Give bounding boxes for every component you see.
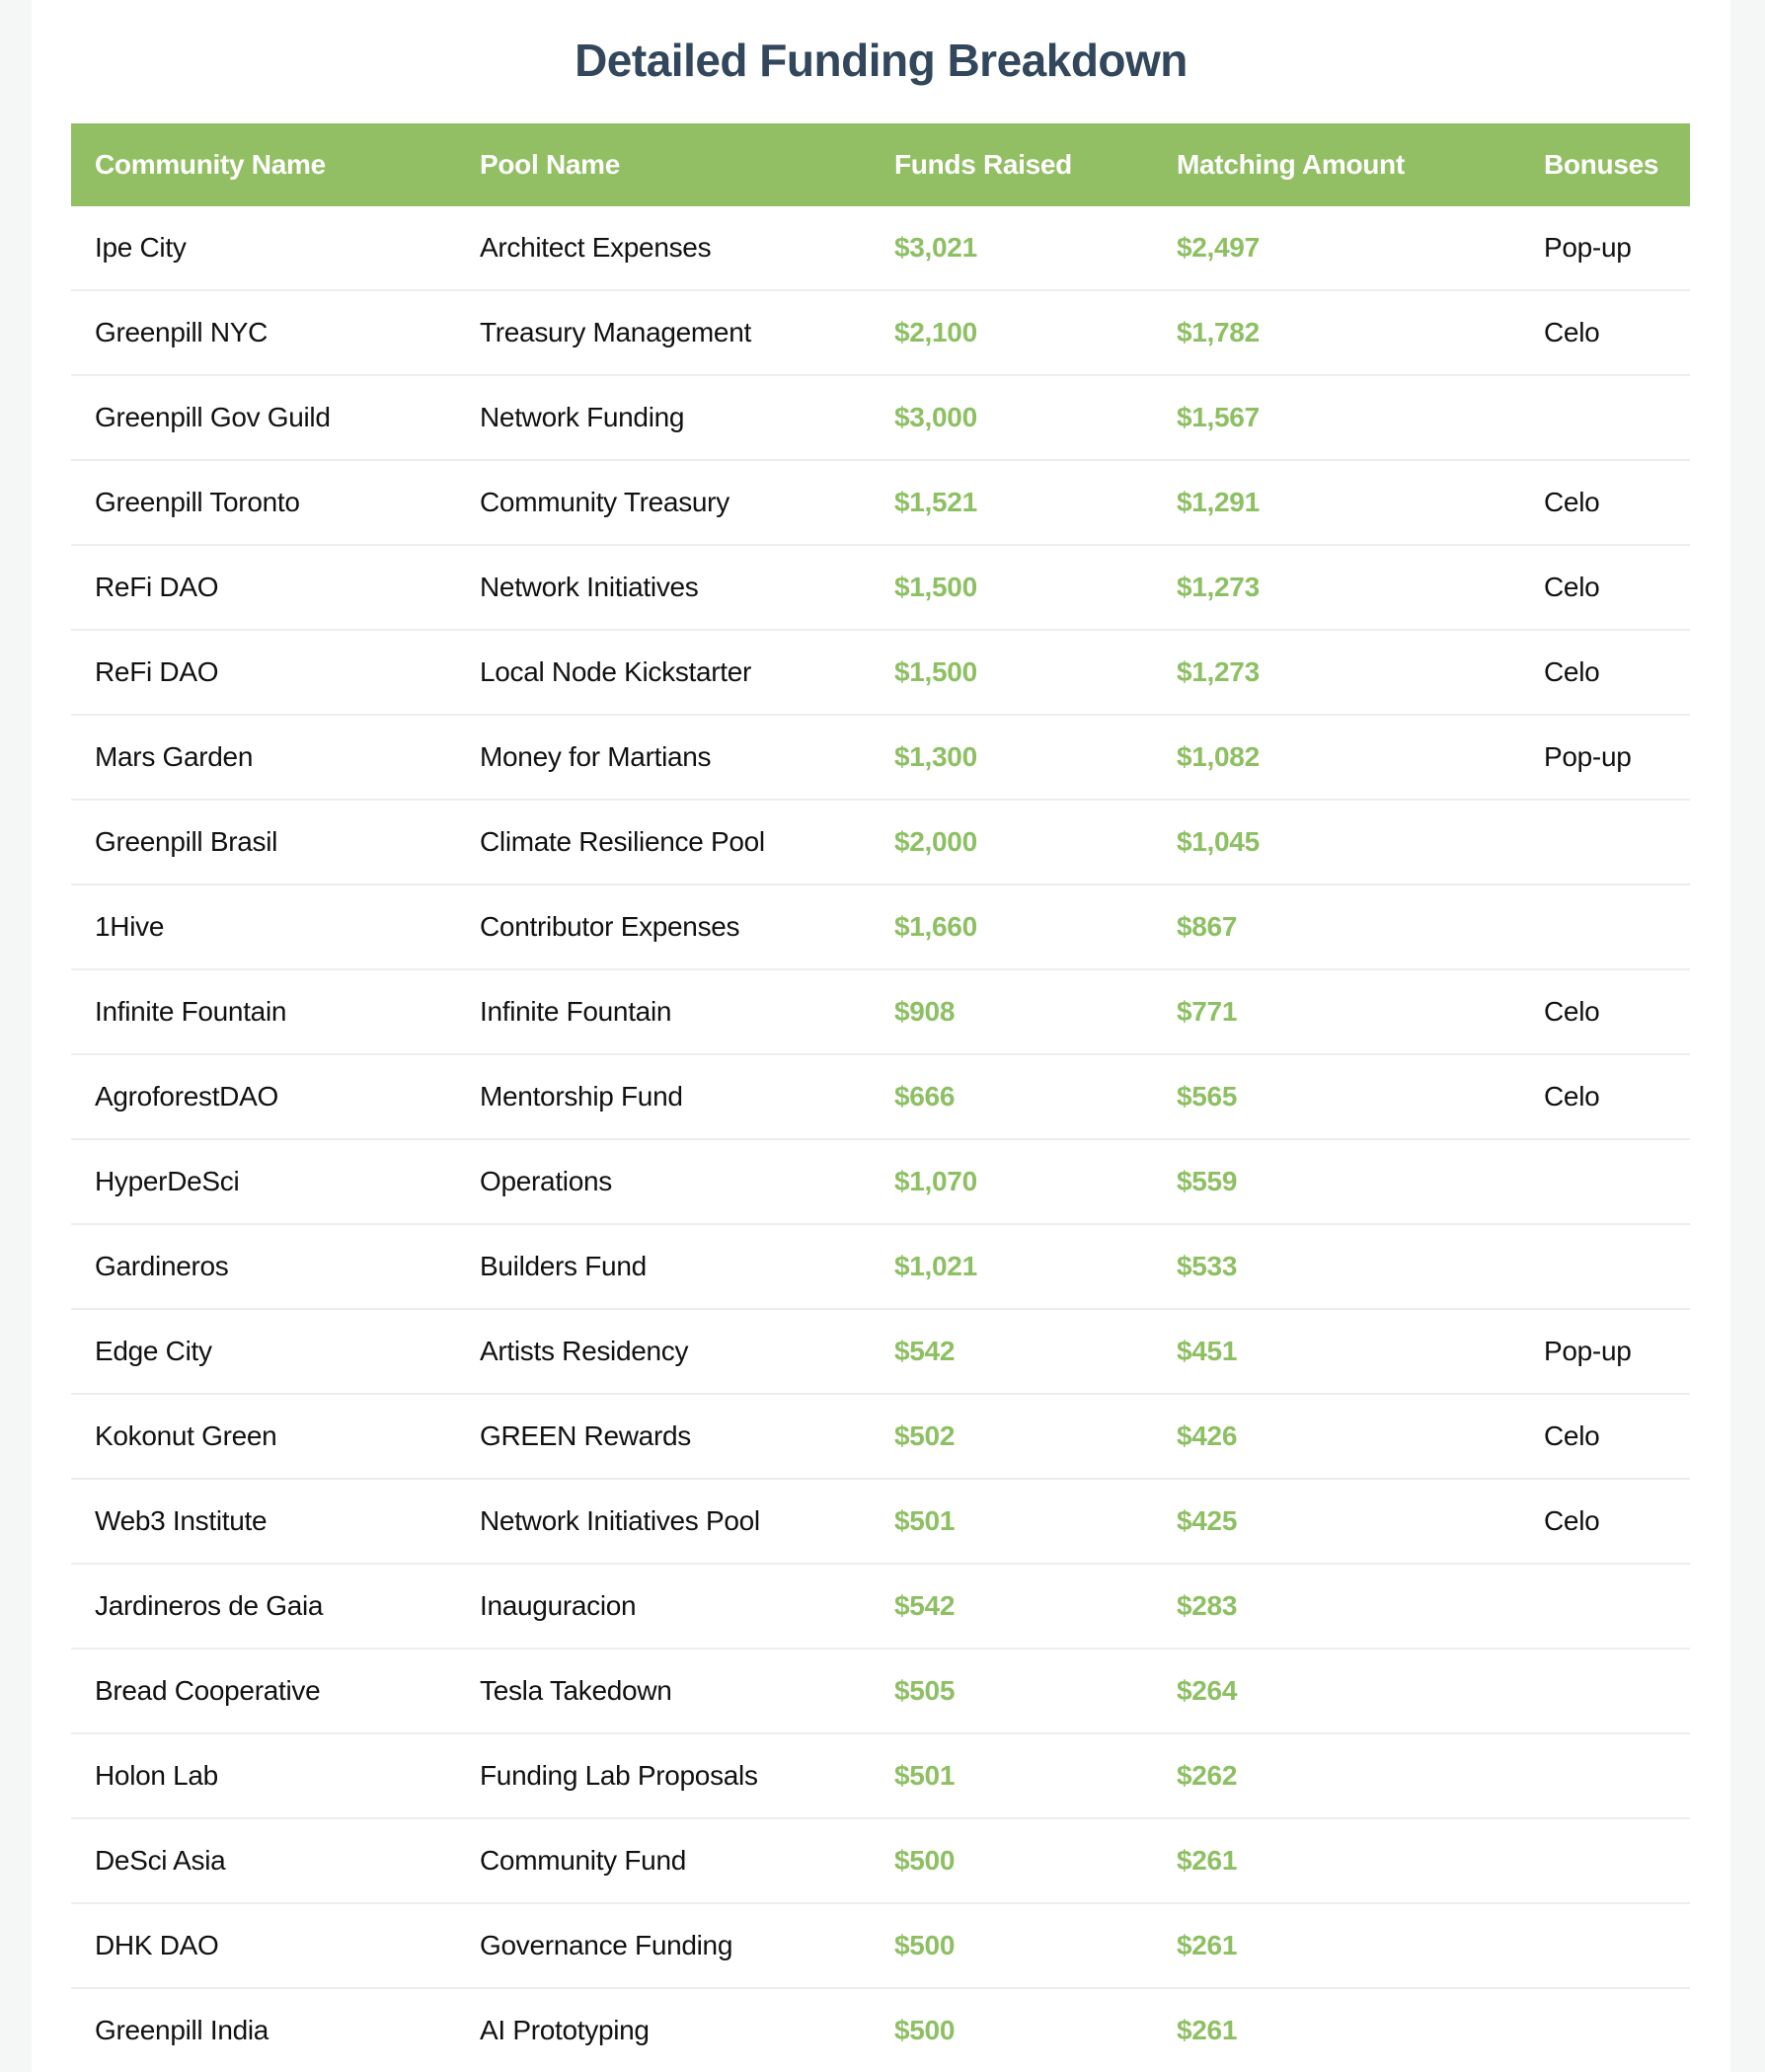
table-row — [71, 1988, 1690, 2072]
pool-name-cell: Climate Resilience Pool — [456, 800, 871, 884]
bonus-cell — [1520, 1733, 1690, 1818]
pool-name-cell: Treasury Management — [456, 290, 871, 375]
pool-name-cell: Local Node Kickstarter — [456, 630, 871, 715]
pool-name-cell: Tesla Takedown — [456, 1649, 871, 1733]
funds-raised-cell: $1,660 — [871, 884, 1153, 969]
funds-raised-cell: $505 — [871, 1649, 1153, 1733]
table-row — [71, 1818, 1690, 1903]
bonus-cell — [1520, 1564, 1690, 1649]
table-row — [71, 1309, 1690, 1394]
matching-amount-cell: $1,273 — [1153, 630, 1520, 715]
pool-name-cell: Infinite Fountain — [456, 969, 871, 1054]
table-body — [71, 206, 1690, 2072]
bonus-cell: Celo — [1520, 969, 1690, 1054]
column-header-community-name: Community Name — [71, 123, 456, 206]
funds-raised-cell: $501 — [871, 1479, 1153, 1564]
matching-amount-cell: $1,567 — [1153, 375, 1520, 460]
funds-raised-cell: $666 — [871, 1054, 1153, 1139]
pool-name-cell: Mentorship Fund — [456, 1054, 871, 1139]
table-row — [71, 375, 1690, 460]
bonus-cell — [1520, 375, 1690, 460]
matching-amount-cell: $1,273 — [1153, 545, 1520, 630]
table-row — [71, 630, 1690, 715]
pool-name-cell: Network Funding — [456, 375, 871, 460]
funds-raised-cell: $1,300 — [871, 715, 1153, 800]
matching-amount-cell: $261 — [1153, 1903, 1520, 1988]
header-row — [71, 123, 1690, 206]
funds-raised-cell: $502 — [871, 1394, 1153, 1479]
pool-name-cell: Network Initiatives — [456, 545, 871, 630]
matching-amount-cell: $261 — [1153, 1988, 1520, 2072]
matching-amount-cell: $425 — [1153, 1479, 1520, 1564]
table-row — [71, 1139, 1690, 1224]
funds-raised-cell: $1,070 — [871, 1139, 1153, 1224]
community-name-cell: Greenpill Toronto — [71, 460, 456, 545]
community-name-cell: Web3 Institute — [71, 1479, 456, 1564]
table-row — [71, 1649, 1690, 1733]
table-row — [71, 1394, 1690, 1479]
bonus-cell: Celo — [1520, 460, 1690, 545]
funds-raised-cell: $2,100 — [871, 290, 1153, 375]
pool-name-cell: Inauguracion — [456, 1564, 871, 1649]
bonus-cell: Pop-up — [1520, 715, 1690, 800]
funds-raised-cell: $2,000 — [871, 800, 1153, 884]
table-header — [71, 123, 1690, 206]
funds-raised-cell: $500 — [871, 1818, 1153, 1903]
pool-name-cell: Artists Residency — [456, 1309, 871, 1394]
matching-amount-cell: $533 — [1153, 1224, 1520, 1309]
funds-raised-cell: $1,500 — [871, 545, 1153, 630]
community-name-cell: Infinite Fountain — [71, 969, 456, 1054]
bonus-cell: Celo — [1520, 630, 1690, 715]
pool-name-cell: Governance Funding — [456, 1903, 871, 1988]
bonus-cell — [1520, 1988, 1690, 2072]
bonus-cell: Celo — [1520, 1054, 1690, 1139]
community-name-cell: Bread Cooperative — [71, 1649, 456, 1733]
matching-amount-cell: $283 — [1153, 1564, 1520, 1649]
page-title: Detailed Funding Breakdown — [575, 35, 1188, 86]
table-row — [71, 545, 1690, 630]
matching-amount-cell: $261 — [1153, 1818, 1520, 1903]
table-row — [71, 1564, 1690, 1649]
bonus-cell — [1520, 1224, 1690, 1309]
community-name-cell: Kokonut Green — [71, 1394, 456, 1479]
pool-name-cell: Operations — [456, 1139, 871, 1224]
pool-name-cell: Architect Expenses — [456, 206, 871, 290]
table-row — [71, 884, 1690, 969]
matching-amount-cell: $264 — [1153, 1649, 1520, 1733]
matching-amount-cell: $565 — [1153, 1054, 1520, 1139]
matching-amount-cell: $426 — [1153, 1394, 1520, 1479]
table-row — [71, 1733, 1690, 1818]
column-header-funds-raised: Funds Raised — [871, 123, 1153, 206]
matching-amount-cell: $1,045 — [1153, 800, 1520, 884]
community-name-cell: Greenpill Brasil — [71, 800, 456, 884]
community-name-cell: Jardineros de Gaia — [71, 1564, 456, 1649]
pool-name-cell: Community Treasury — [456, 460, 871, 545]
community-name-cell: DeSci Asia — [71, 1818, 456, 1903]
bonus-cell — [1520, 1903, 1690, 1988]
column-header-bonuses: Bonuses — [1520, 123, 1690, 206]
funding-table — [71, 123, 1690, 2072]
community-name-cell: ReFi DAO — [71, 545, 456, 630]
pool-name-cell: Network Initiatives Pool — [456, 1479, 871, 1564]
matching-amount-cell: $1,782 — [1153, 290, 1520, 375]
funds-raised-cell: $3,021 — [871, 206, 1153, 290]
community-name-cell: 1Hive — [71, 884, 456, 969]
bonus-cell — [1520, 800, 1690, 884]
bonus-cell: Pop-up — [1520, 206, 1690, 290]
bonus-cell — [1520, 1139, 1690, 1224]
table-row — [71, 206, 1690, 290]
table-row — [71, 969, 1690, 1054]
table-row — [71, 1903, 1690, 1988]
community-name-cell: Greenpill India — [71, 1988, 456, 2072]
community-name-cell: Greenpill NYC — [71, 290, 456, 375]
pool-name-cell: GREEN Rewards — [456, 1394, 871, 1479]
community-name-cell: ReFi DAO — [71, 630, 456, 715]
bonus-cell: Celo — [1520, 1479, 1690, 1564]
community-name-cell: AgroforestDAO — [71, 1054, 456, 1139]
content-card — [32, 0, 1730, 2072]
pool-name-cell: AI Prototyping — [456, 1988, 871, 2072]
matching-amount-cell: $1,082 — [1153, 715, 1520, 800]
table-row — [71, 460, 1690, 545]
funds-raised-cell: $1,021 — [871, 1224, 1153, 1309]
pool-name-cell: Funding Lab Proposals — [456, 1733, 871, 1818]
pool-name-cell: Contributor Expenses — [456, 884, 871, 969]
matching-amount-cell: $2,497 — [1153, 206, 1520, 290]
funds-raised-cell: $501 — [871, 1733, 1153, 1818]
community-name-cell: Holon Lab — [71, 1733, 456, 1818]
funds-raised-cell: $1,500 — [871, 630, 1153, 715]
table-row — [71, 800, 1690, 884]
pool-name-cell: Builders Fund — [456, 1224, 871, 1309]
bonus-cell: Pop-up — [1520, 1309, 1690, 1394]
table-row — [71, 715, 1690, 800]
column-header-pool-name: Pool Name — [456, 123, 871, 206]
community-name-cell: Mars Garden — [71, 715, 456, 800]
bonus-cell — [1520, 1818, 1690, 1903]
table-row — [71, 1479, 1690, 1564]
funds-raised-cell: $542 — [871, 1564, 1153, 1649]
bonus-cell — [1520, 884, 1690, 969]
bonus-cell — [1520, 1649, 1690, 1733]
community-name-cell: Edge City — [71, 1309, 456, 1394]
table-row — [71, 1224, 1690, 1309]
matching-amount-cell: $771 — [1153, 969, 1520, 1054]
community-name-cell: HyperDeSci — [71, 1139, 456, 1224]
matching-amount-cell: $867 — [1153, 884, 1520, 969]
pool-name-cell: Community Fund — [456, 1818, 871, 1903]
funds-raised-cell: $908 — [871, 969, 1153, 1054]
funds-raised-cell: $500 — [871, 1903, 1153, 1988]
column-header-matching-amount: Matching Amount — [1153, 123, 1520, 206]
pool-name-cell: Money for Martians — [456, 715, 871, 800]
table-row — [71, 1054, 1690, 1139]
community-name-cell: Gardineros — [71, 1224, 456, 1309]
funds-raised-cell: $3,000 — [871, 375, 1153, 460]
bonus-cell: Celo — [1520, 1394, 1690, 1479]
funds-raised-cell: $500 — [871, 1988, 1153, 2072]
bonus-cell: Celo — [1520, 290, 1690, 375]
funds-raised-cell: $542 — [871, 1309, 1153, 1394]
community-name-cell: Ipe City — [71, 206, 456, 290]
matching-amount-cell: $559 — [1153, 1139, 1520, 1224]
matching-amount-cell: $451 — [1153, 1309, 1520, 1394]
community-name-cell: Greenpill Gov Guild — [71, 375, 456, 460]
funds-raised-cell: $1,521 — [871, 460, 1153, 545]
table-row — [71, 290, 1690, 375]
community-name-cell: DHK DAO — [71, 1903, 456, 1988]
bonus-cell: Celo — [1520, 545, 1690, 630]
matching-amount-cell: $1,291 — [1153, 460, 1520, 545]
matching-amount-cell: $262 — [1153, 1733, 1520, 1818]
